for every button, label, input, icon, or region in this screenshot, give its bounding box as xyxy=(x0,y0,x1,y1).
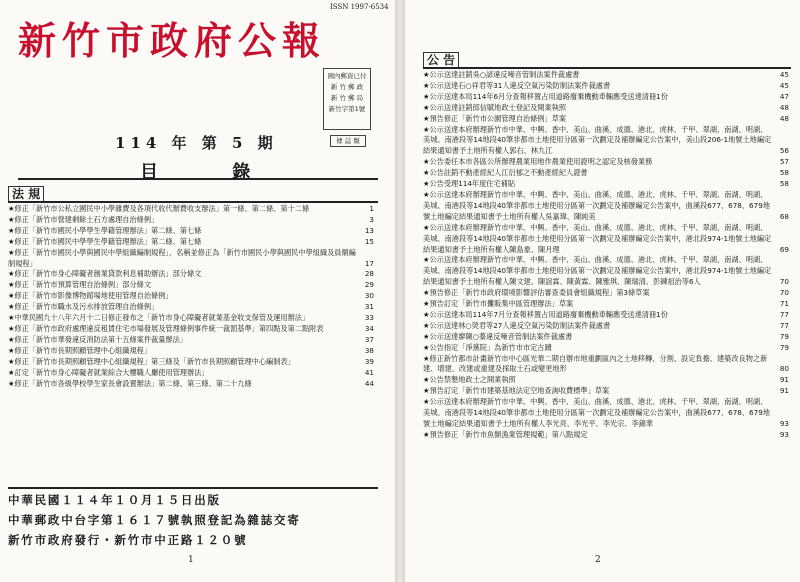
toc-entry-title: ★修正「新竹市國民小學與國民中學組織編制規程」，名稱並修正為「新竹市國民小學與國民中學組織及員額編制規程」 xyxy=(8,247,356,268)
page-gutter xyxy=(395,0,405,582)
toc-entry xyxy=(423,354,789,376)
toc-entry xyxy=(8,346,374,357)
toc-entry xyxy=(8,357,374,368)
toc-entry-title: ★修正「新竹市國民小學學生學籍管理辦法」第二條、第七條 xyxy=(8,225,202,235)
toc-entry-page: 30 xyxy=(364,291,374,301)
publication-date: 中華民國１１４年１０月１５日出版 xyxy=(8,493,221,507)
toc-entry xyxy=(423,343,789,354)
toc-entry-page: 70 xyxy=(779,288,789,298)
toc-entry-page: 1 xyxy=(369,204,374,213)
toc-entry-title: ★公告委任本市各區公所辦理農業用地作農業使用證明之認定及核發業務 xyxy=(423,157,653,167)
left-page xyxy=(0,0,395,582)
toc-entry-page: 48 xyxy=(779,113,789,123)
issn-number: ISSN 1997-6534 xyxy=(330,3,389,11)
stamp-line: 新竹字第1號 xyxy=(328,105,366,113)
toc-entry-page: 3 xyxy=(369,214,374,224)
toc-entry-page: 79 xyxy=(779,342,789,352)
toc-entry-title: ★修正「新竹市長期照顧管理中心組織規程」 xyxy=(8,345,152,355)
toc-entry-page: 91 xyxy=(779,375,789,385)
toc-entry xyxy=(8,302,374,313)
toc-entry xyxy=(8,204,374,215)
toc-entry xyxy=(8,215,374,226)
toc-entry-page: 45 xyxy=(779,80,789,90)
toc-entry xyxy=(423,321,789,332)
toc-entry-page: 39 xyxy=(364,356,374,366)
toc-entry xyxy=(423,168,789,179)
toc-entry-title: ★公示送達林○熒君等27人違反空氣污染防制法案件裁處書 xyxy=(423,320,611,330)
postage-stamp xyxy=(323,68,371,130)
toc-entry-title: ★修正新竹都市計畫新竹市中心區光華二期自辦市地重劃區內之土地移轉、分割、設定負擔、建築改良物之新建、增建、改建或重建及採取土石或變更地形 xyxy=(423,353,768,374)
toc-entry-title: ★預告修正「新竹市政府環境影響評估審查委員會組織規程」第3條草案 xyxy=(423,288,650,298)
toc-entry-page: 44 xyxy=(364,378,374,388)
toc-entry xyxy=(423,157,789,168)
toc-entry-title: ★公示送達石○祥君等31人違反空氣污染防制法案件裁處書 xyxy=(423,80,611,90)
toc-entry-title: ★公示送達廖陳○蓁違反噪音管制法案件裁處書 xyxy=(423,331,573,341)
toc-entry-title: ★訂定「新竹市身心障礙者就業綜合大樓職人廳使用管理辦法」 xyxy=(8,367,209,377)
toc-entry xyxy=(423,125,789,158)
toc-entry-title: ★修正「新竹市預算管理自治條例」部分條文 xyxy=(8,280,152,290)
toc-entry xyxy=(423,114,789,125)
toc-entry-page: 56 xyxy=(779,146,789,156)
toc-entry xyxy=(423,332,789,343)
gazette-masthead: 新竹市政府公報 xyxy=(18,18,327,63)
toc-entry-page: 91 xyxy=(779,386,789,396)
toc-entry-page: 77 xyxy=(779,320,789,330)
toc-entry xyxy=(423,81,789,92)
toc-entry-page: 48 xyxy=(779,102,789,112)
toc-entry-title: ★修正「新竹市華發違反消防法第十五條案件裁量辦法」 xyxy=(8,334,187,344)
toc-entry-title: ★修正「新竹市影像博物館場地使用管理自治條例」 xyxy=(8,291,173,301)
toc-entry xyxy=(8,324,374,335)
toc-entry-page: 79 xyxy=(779,331,789,341)
toc-entry-page: 57 xyxy=(779,157,789,167)
toc-entry-title: ★公告禁墾地政士之開業執照 xyxy=(423,375,516,385)
toc-entry xyxy=(423,255,789,288)
toc-entry-page: 68 xyxy=(779,211,789,221)
toc-entry-title: ★公示送達註銷吳○諺違反噪音管制法案件裁處書 xyxy=(423,70,580,79)
stamp-line: 國內郵資已付 xyxy=(327,72,367,80)
toc-entry-title: ★公告受理114年度住宅補貼 xyxy=(423,179,516,189)
toc-entry-page: 58 xyxy=(779,168,789,178)
toc-list-announcements xyxy=(423,70,789,441)
toc-entry-title: ★公告註銷不動產經紀人江衍郁之不動產經紀人證書 xyxy=(423,168,588,178)
toc-entry-title: ★修正「新竹市營建剩餘土石方處理自治條例」 xyxy=(8,214,159,224)
toc-entry-title: ★公示送達本府辦理新竹市中華、中興、香中、美山、曲溪、成德、港北、虎林、千甲、翠湖、南湖、明湖、美城、南港段等14地段40筆非都市土地使用分區第一次劃定及補辦編定公告案中，港北段974-1地號土地編定結果通知書予土地所有權人陳文建、陳誼霖、陳黃霖、陳雅琪、陳瑞清、彭鍊祖治等6人 xyxy=(423,255,772,287)
toc-entry xyxy=(423,179,789,190)
page-number: 2 xyxy=(595,555,601,565)
toc-entry xyxy=(423,70,789,81)
toc-entry-page: 47 xyxy=(779,91,789,101)
toc-entry-title: ★修正「新竹市各級學校學生家長會設置辦法」第二條、第三條、第二十九條 xyxy=(8,378,252,388)
toc-entry-page: 29 xyxy=(364,280,374,290)
section-heading-announcements: 公 告 xyxy=(423,52,459,67)
stamp-line: 新 竹 郵 局 xyxy=(330,94,364,102)
stamp-line: 新 竹 郵 政 xyxy=(330,83,364,91)
toc-entry xyxy=(423,288,789,299)
toc-entry-title: ★公示送達本局114年7月分查報移置占用道路廢棄機動車輛應受送達清冊1份 xyxy=(423,309,668,319)
toc-entry xyxy=(423,397,789,430)
toc-entry-page: 93 xyxy=(779,419,789,428)
page-number: 1 xyxy=(188,555,194,565)
toc-entry xyxy=(423,190,789,223)
toc-entry-title: ★公告指定「淨黨院」為新竹市市定古蹟 xyxy=(423,342,552,352)
toc-entry xyxy=(423,310,789,321)
toc-entry-page: 33 xyxy=(364,313,374,323)
toc-entry xyxy=(8,368,374,379)
toc-entry xyxy=(8,379,374,390)
toc-entry-title: ★公示送達註銷郎信賦地政士登記及開業執照 xyxy=(423,102,567,112)
toc-entry-page: 45 xyxy=(779,70,789,79)
toc-entry-title: ★修正「新竹市國民中學學生學籍管理辦法」第二條、第七條 xyxy=(8,236,202,246)
toc-entry-title: ★修正「新竹市職水及污水排放管理自治條例」 xyxy=(8,302,159,312)
toc-entry-title: ★公示送達本局114年6月分查報移置占用道路廢棄機動車輛應受送達清冊1份 xyxy=(423,91,668,101)
toc-entry xyxy=(8,313,374,324)
footer-rule xyxy=(8,487,378,489)
toc-entry-title: ★中華民國九十八年六月十二日修正發布之「新竹市身心障礙者就業基金收支保管及運用辦法」 xyxy=(8,313,310,323)
toc-entry-title: ★修正「新竹市公私立國民中小學雜費及各項代收代辦費收支辦法」第一條、第二條、第十二條 xyxy=(8,204,310,213)
toc-entry-title: ★修正「新竹市政府處理違反租賃住宅市場發展及管理條例事件統一裁罰基準」第四點及第二點附表 xyxy=(8,323,324,333)
toc-entry-page: 70 xyxy=(779,277,789,287)
toc-entry-title: ★公示送達本府辦理新竹市中華、中興、香中、美山、曲溪、成德、港北、虎林、千甲、翠湖、南湖、明湖、美城、南港段等14地段40筆非都市土地使用分區第一次劃定及補辦編定公告案中，曲溪段677、678、679地號土地編定結果通知書予土地所有權人李光亮、李光平、李光宗、李錦華 xyxy=(423,397,770,428)
toc-entry-title: ★修正「新竹市身心障礙者創業貸款利息補助辦法」部分條文 xyxy=(8,269,202,279)
toc-entry xyxy=(8,291,374,302)
toc-entry xyxy=(423,299,789,310)
toc-entry-page: 93 xyxy=(779,429,789,439)
toc-entry-page: 17 xyxy=(364,258,374,268)
issue-number: 114 年 第 5 期 xyxy=(115,134,278,152)
toc-entry xyxy=(8,269,374,280)
stamp-note: 傳 誌 類 xyxy=(330,135,366,147)
toc-entry-page: 69 xyxy=(779,244,789,254)
toc-entry-page: 28 xyxy=(364,269,374,279)
toc-entry-page: 41 xyxy=(364,367,374,377)
toc-entry-page: 38 xyxy=(364,345,374,355)
toc-entry-page: 13 xyxy=(364,225,374,235)
toc-entry xyxy=(8,237,374,248)
toc-entry-title: ★預告修正「新竹市魚類漁業管理規範」第八點規定 xyxy=(423,429,588,439)
right-page xyxy=(405,0,800,582)
toc-entry xyxy=(423,386,789,397)
toc-entry-title: ★公示送達本府辦理新竹市中華、中興、香中、美山、曲溪、成德、港北、虎林、千甲、翠湖、南湖、明湖、美城、南港段等14地段40筆非都市土地使用分區第一次劃定及補辦編定公告案中，港北段974-1地號土地編定結果通知書予土地所有權人陳島象、陳月理 xyxy=(423,222,772,254)
toc-entry-page: 80 xyxy=(779,364,789,374)
toc-entry xyxy=(423,103,789,114)
toc-entry-page: 37 xyxy=(364,334,374,344)
toc-entry xyxy=(8,335,374,346)
toc-entry-page: 77 xyxy=(779,309,789,319)
toc-entry-page: 15 xyxy=(364,236,374,246)
section-rule xyxy=(423,67,791,69)
toc-entry-title: ★修正「新竹市長期照顧管理中心組織規程」第三條及「新竹市長期照顧管理中心編制表」 xyxy=(8,356,295,366)
toc-entry-title: ★預告訂定「新竹市建築基地法定空地查詢收費標準」草案 xyxy=(423,386,610,396)
toc-entry-page: 58 xyxy=(779,179,789,189)
toc-entry-title: ★預告修正「新竹市公園管理自治條例」草案 xyxy=(423,113,567,123)
toc-entry-title: ★預告訂定「新竹市攤販集中區管理辦法」草案 xyxy=(423,299,574,309)
toc-entry-title: ★公示送達本府辦理新竹市中華、中興、香中、美山、曲溪、成德、港北、虎林、千甲、翠湖、南湖、明湖、美城、南港段等14地段40筆非都市土地使用分區第一次劃定及補辦編定公告案中，美山段206-1地號土地編定結果通知書予土地所有權人郭右、林九江 xyxy=(423,124,772,156)
toc-list-regulations xyxy=(8,204,374,389)
toc-entry xyxy=(423,430,789,441)
section-rule xyxy=(8,201,378,203)
toc-entry xyxy=(423,375,789,386)
toc-entry xyxy=(8,226,374,237)
toc-entry xyxy=(423,223,789,256)
toc-entry-page: 34 xyxy=(364,323,374,333)
publisher-address: 新竹市政府發行・新竹市中正路１２０號 xyxy=(8,533,248,547)
toc-entry xyxy=(8,248,374,270)
toc-title: 目 錄 xyxy=(140,162,285,183)
toc-entry xyxy=(423,92,789,103)
title-rule xyxy=(18,178,378,180)
toc-entry xyxy=(8,280,374,291)
toc-entry-page: 31 xyxy=(364,302,374,312)
toc-entry-page: 71 xyxy=(779,299,789,309)
postal-registration: 中華郵政中台字第１６１７號執照登記為雜誌交寄 xyxy=(8,513,301,527)
section-heading-regulations: 法 規 xyxy=(8,186,44,201)
toc-entry-title: ★公示送達本府辦理新竹市中華、中興、香中、美山、曲溪、成德、港北、虎林、千甲、翠湖、南湖、明湖、美城、南港段等14地段40筆非都市土地使用分區第一次劃定及補辦編定公告案中，曲溪段677、678、679地號土地編定結果通知書予土地所有權人吳嘉瑋、陳純美 xyxy=(423,189,770,221)
